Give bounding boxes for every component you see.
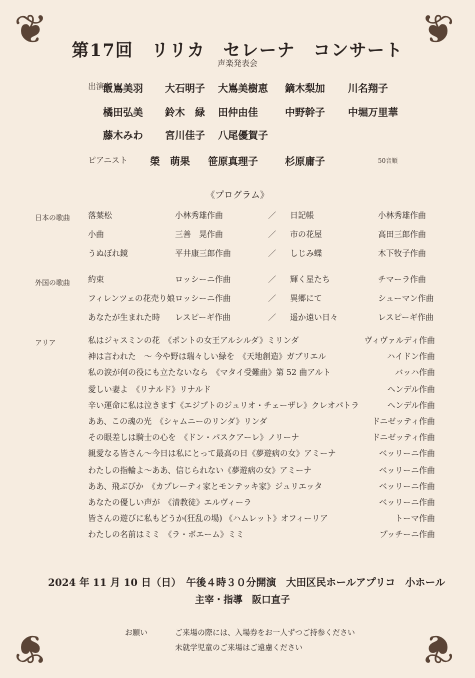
pianist-name: 笹原真理子	[208, 157, 258, 168]
composer: バッハ作曲	[395, 368, 435, 378]
composer: ベッリーニ作曲	[379, 481, 435, 491]
song-title: 異郷にて	[290, 294, 322, 303]
aria-row	[0, 384, 475, 399]
song-row	[0, 210, 475, 224]
flourish-corner-icon: ❦	[14, 625, 48, 671]
aria-row	[0, 465, 475, 480]
performer-name: 中野幹子	[285, 108, 325, 119]
performer-name: 大嶌美樹恵	[218, 84, 268, 95]
song-row	[0, 312, 475, 326]
aria-title: 私はジャスミンの花 《ポントの女王アルシルダ》ミリンダ	[88, 336, 299, 345]
aria-row	[0, 367, 475, 382]
flourish-corner-icon: ❦	[421, 625, 455, 671]
aria-title: その眼差しは騎士の心を 《ドン・パスクアーレ》ノリーナ	[88, 433, 300, 443]
page-subtitle: 声楽発表会	[217, 59, 258, 68]
performer-name: 宮川佳子	[165, 131, 205, 142]
song-row	[0, 229, 475, 243]
performer-name: 藤木みわ	[103, 131, 143, 142]
performer-name: 中堀万里華	[348, 108, 398, 119]
song-title: 輝く星たち	[290, 275, 330, 284]
separator: ／	[268, 249, 276, 258]
aria-row	[0, 497, 475, 512]
song-title: 遥か遠い日々	[290, 313, 338, 322]
aria-title: 皆さんの遊びに私もどうか(狂乱の場) 《ハムレット》オフィーリア	[88, 514, 328, 524]
composer: ロッシーニ作曲	[175, 294, 231, 303]
aria-row	[0, 416, 475, 431]
composer: プッチーニ作曲	[379, 530, 435, 540]
aria-title: あなたの優しい声が 《清教徒》エルヴィーラ	[88, 498, 252, 507]
composer: ドニゼッティ作曲	[372, 433, 435, 443]
composer: ベッリーニ作曲	[379, 498, 435, 507]
request-label: お願い	[125, 628, 148, 637]
composer: ドニゼッティ作曲	[372, 417, 435, 426]
aria-title: ああ、飛ぶびか 《カプレーティ家とモンテッキ家》ジュリエッタ	[88, 481, 323, 491]
aria-row	[0, 335, 475, 350]
pianist-name: 榮 萌果	[150, 157, 190, 168]
song-row	[0, 274, 475, 288]
aria-row	[0, 400, 475, 415]
composer: トーマ作曲	[395, 514, 435, 524]
aria-row	[0, 351, 475, 366]
performers-label: 出演者	[88, 82, 112, 91]
aria-title: 親愛なる皆さん～今日は私にとって最高の日《夢遊病の女》アミーナ	[88, 449, 336, 459]
song-title: 小曲	[88, 230, 104, 239]
song-title: 約束	[88, 275, 104, 284]
song-title: しじみ蝶	[290, 249, 322, 258]
flourish-corner-icon: ❦	[14, 7, 48, 53]
category-label-foreign: 外国の歌曲	[35, 279, 70, 287]
song-title: 日記帳	[290, 211, 314, 220]
aria-row	[0, 448, 475, 463]
separator: ／	[268, 294, 276, 303]
organizer: 主宰・指導 阪口直子	[195, 595, 291, 606]
request-line: 未就学児童のご来場はご遠慮ください	[175, 643, 303, 652]
song-title: フィレンツェの花売り娘	[88, 294, 175, 303]
composer: ヘンデル作曲	[387, 400, 435, 410]
composer: 高田三郎作曲	[378, 230, 426, 239]
performer-name: 鏑木梨加	[285, 84, 325, 95]
composer: 小林秀雄作曲	[175, 211, 223, 220]
performer-name: 川名翔子	[348, 84, 388, 95]
composer: ベッリーニ作曲	[379, 449, 435, 459]
flourish-corner-icon: ❦	[421, 7, 455, 53]
aria-title: わたしの名前はミミ 《ラ・ボエーム》ミミ	[88, 530, 244, 540]
pianist-name: 杉原庸子	[285, 157, 325, 168]
category-label-japanese: 日本の歌曲	[35, 214, 70, 222]
program-header: 《プログラム》	[206, 191, 269, 201]
aria-row	[0, 481, 475, 496]
performer-name: 橘田弘美	[103, 108, 143, 119]
aria-title: ああ、この魂の光 《シャムニーのリンダ》リンダ	[88, 417, 268, 426]
category-label-aria: アリア	[35, 339, 56, 347]
composer: レスピーギ作曲	[378, 313, 434, 322]
aria-title: 私の涙が何の役にも立たないなら 《マタイ受難曲》第 52 曲アルト	[88, 368, 331, 378]
aria-title: わたしの指輪よ～ああ、信じられない《夢遊病の女》アミーナ	[88, 465, 312, 475]
aria-row	[0, 513, 475, 528]
aria-title: 神は言われた ～ 今や野は瑞々しい緑を 《天地創造》ガブリエル	[88, 352, 327, 362]
composer: ハイドン作曲	[387, 352, 435, 362]
performer-name: 八尾優賀子	[218, 131, 268, 142]
composer: レスピーギ作曲	[175, 313, 231, 322]
request-line: ご来場の際には、入場券をお一人ずつご持参ください	[175, 628, 355, 637]
song-title: 市の花屋	[290, 230, 322, 239]
order-note: 50音順	[378, 158, 398, 165]
composer: 平井康三郎作曲	[175, 249, 231, 258]
page-title: 第17回 リリカ セレーナ コンサート	[71, 41, 404, 61]
song-title: あなたが生まれた時	[88, 313, 160, 322]
separator: ／	[268, 275, 276, 284]
performer-name: 田仲由佳	[218, 108, 258, 119]
composer: シューマン作曲	[378, 294, 434, 303]
composer: ヘンデル作曲	[387, 384, 435, 394]
separator: ／	[268, 211, 276, 220]
aria-row	[0, 529, 475, 544]
composer: チマーラ作曲	[378, 275, 426, 284]
performer-name: 飯嶌美羽	[103, 84, 143, 95]
composer: 木下牧子作曲	[378, 249, 426, 258]
separator: ／	[268, 230, 276, 239]
separator: ／	[268, 313, 276, 322]
composer: 三善 晃作曲	[175, 230, 223, 239]
aria-title: 辛い運命に私は泣きます《エジプトのジュリオ・チェーザレ》クレオパトラ	[88, 400, 360, 410]
song-title: うぬぼれ鏡	[88, 249, 128, 258]
performer-name: 大石明子	[165, 84, 205, 95]
pianist-label: ピアニスト	[88, 156, 128, 165]
performer-name: 鈴木 緑	[165, 108, 205, 119]
aria-row	[0, 432, 475, 447]
song-row	[0, 248, 475, 262]
composer: ロッシーニ作曲	[175, 275, 231, 284]
composer: ヴィヴァルディ作曲	[364, 336, 435, 345]
composer: ベッリーニ作曲	[379, 465, 435, 475]
song-row	[0, 293, 475, 307]
song-title: 落葉松	[88, 211, 112, 220]
aria-title: 愛しい妻よ 《リナルド》リナルド	[88, 384, 211, 394]
composer: 小林秀雄作曲	[378, 211, 426, 220]
event-datetime-venue: 2024 年 11 月 10 日（日） 午後４時３０分開演 大田区民ホールアプリコ 小ホール	[48, 578, 446, 589]
